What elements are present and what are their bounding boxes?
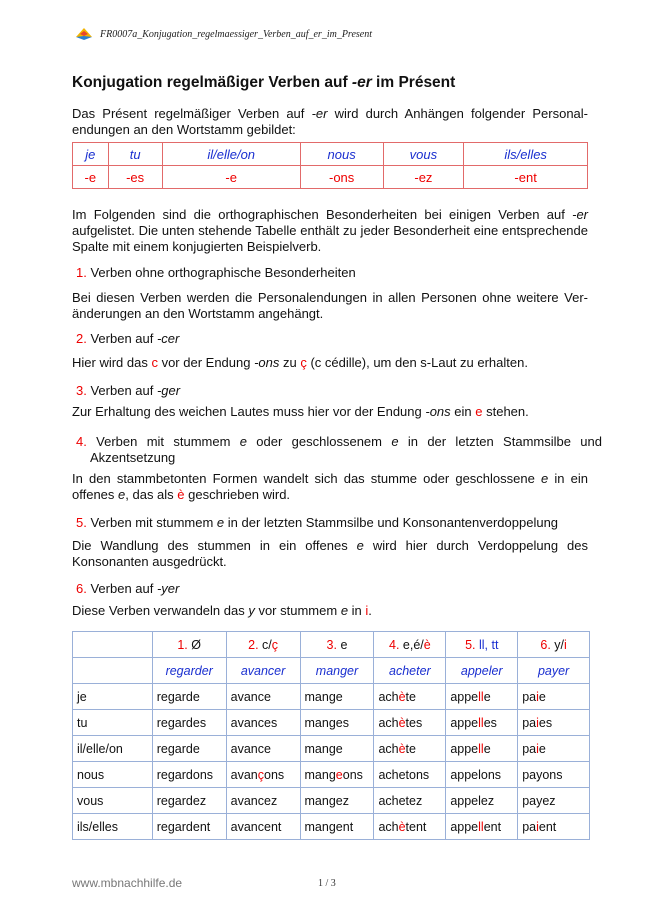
verb-form-part: e — [483, 741, 491, 756]
verb-form-part: mange — [304, 741, 343, 756]
category-cell — [300, 632, 374, 658]
verb-form-part: e — [538, 689, 546, 704]
verb-form-part: appe — [450, 689, 479, 704]
verb-form-part: appe — [450, 819, 479, 834]
verb-form-cell — [152, 814, 226, 840]
verb-form-cell — [374, 788, 446, 814]
verb-form-cell — [152, 762, 226, 788]
verb-form-part: è — [398, 689, 406, 704]
verb-form-part: appe — [450, 715, 479, 730]
pronoun-cell — [73, 684, 153, 710]
verb-form-part: ach — [378, 689, 399, 704]
verb-form-cell — [374, 684, 446, 710]
ending-cell — [73, 166, 109, 189]
ending-cell — [383, 166, 464, 189]
pronoun-row — [73, 143, 588, 166]
verb-form-cell — [300, 788, 374, 814]
pronoun-cell — [162, 143, 300, 166]
pronoun-cell — [73, 788, 153, 814]
ending: -e — [84, 169, 97, 185]
verb-form-cell — [446, 710, 518, 736]
verb-form-part: es — [483, 715, 497, 730]
verb-form-cell — [518, 736, 590, 762]
category-cell — [518, 632, 590, 658]
verb-form-part: payons — [522, 767, 563, 782]
section-heading-4: 4. Verben mit stummem e oder geschlossenem e in der letzten Stammsilbe und Akzentsetzung — [76, 434, 602, 465]
category-part: ç — [271, 637, 279, 652]
verb-form-part: tes — [405, 715, 423, 730]
pronoun-cell — [383, 143, 464, 166]
table-row — [73, 788, 590, 814]
pronoun: il/elle/on — [77, 741, 123, 756]
verb-form-part: mangez — [304, 793, 349, 808]
category-part: 2. — [248, 637, 259, 652]
verb-form-part: i — [536, 715, 539, 730]
verb-form-part: ent — [483, 819, 502, 834]
verb-form-part: regardez — [156, 793, 207, 808]
verb-form-cell — [300, 710, 374, 736]
verb-form-cell — [374, 710, 446, 736]
infinitive: appeler — [460, 663, 503, 678]
infinitive: acheter — [389, 663, 431, 678]
verb-form-cell — [226, 710, 300, 736]
pronoun-cell — [73, 762, 153, 788]
verb-form-part: regardes — [156, 715, 207, 730]
category-part: e — [336, 637, 348, 652]
infinitive: manger — [315, 663, 359, 678]
verb-form-cell — [446, 762, 518, 788]
verb-form-cell — [518, 710, 590, 736]
ending: -e — [225, 169, 237, 185]
ending-cell — [108, 166, 162, 189]
category-part: ll, tt — [475, 637, 499, 652]
verb-form-part: avance — [230, 689, 271, 704]
verb-form-part: pa — [522, 741, 537, 756]
verb-form-cell — [152, 710, 226, 736]
table-row — [73, 710, 590, 736]
verb-form-cell — [300, 684, 374, 710]
verb-form-part: achetons — [378, 767, 430, 782]
category-cell — [152, 632, 226, 658]
category-part: 6. — [540, 637, 551, 652]
pronoun-cell — [300, 143, 383, 166]
pronoun-cell — [73, 736, 153, 762]
footer-website: www.mbnachhilfe.de — [72, 876, 183, 890]
ending-cell — [300, 166, 383, 189]
verb-form-part: i — [536, 741, 539, 756]
verb-form-part: ons — [342, 767, 363, 782]
category-cell — [226, 632, 300, 658]
verb-form-part: tent — [405, 819, 427, 834]
ending: -ent — [514, 169, 537, 185]
verb-form-part: appelez — [450, 793, 495, 808]
ending: -ez — [414, 169, 433, 185]
verb-form-cell — [152, 736, 226, 762]
verb-form-part: ll — [478, 715, 484, 730]
verb-form-part: regardent — [156, 819, 211, 834]
infinitive-row — [73, 658, 590, 684]
infinitive-cell — [226, 658, 300, 684]
book-logo-icon — [76, 28, 92, 40]
category-cell — [446, 632, 518, 658]
infinitive-cell — [152, 658, 226, 684]
verb-form-part: appe — [450, 741, 479, 756]
verb-form-part: ach — [378, 819, 399, 834]
verb-form-part: te — [405, 689, 416, 704]
pronoun: je — [85, 146, 96, 162]
verb-form-part: regarde — [156, 741, 200, 756]
ending-cell — [464, 166, 588, 189]
verb-form-part: regardons — [156, 767, 214, 782]
verb-form-part: ent — [538, 819, 557, 834]
verb-form-part: è — [398, 819, 406, 834]
verb-form-part: mangent — [304, 819, 354, 834]
page-number: 1 / 3 — [318, 878, 336, 889]
infinitive-cell — [374, 658, 446, 684]
verb-form-cell — [152, 684, 226, 710]
verb-form-part: i — [536, 689, 539, 704]
verb-form-part: payez — [522, 793, 556, 808]
verb-form-part: pa — [522, 689, 537, 704]
section-heading-6: 6. Verben auf -yer — [76, 581, 180, 596]
verb-form-part: pa — [522, 715, 537, 730]
verb-form-cell — [374, 736, 446, 762]
table-row — [73, 684, 590, 710]
verb-form-cell — [518, 684, 590, 710]
infinitive: avancer — [240, 663, 286, 678]
ending: -es — [126, 169, 145, 185]
verb-form-cell — [300, 814, 374, 840]
verb-form-part: ons — [264, 767, 285, 782]
section-heading-2: 2. Verben auf -cer — [76, 331, 180, 346]
section-heading-1: 1. Verben ohne orthographische Besonderheiten — [76, 265, 356, 280]
verb-form-part: ll — [478, 689, 484, 704]
verb-form-part: pa — [522, 819, 537, 834]
verb-form-part: i — [536, 819, 539, 834]
pronoun: tu — [77, 715, 88, 730]
section-heading-5: 5. Verben mit stummem e in der letzten Stammsilbe und Konsonantenverdoppelung — [76, 515, 559, 530]
verb-form-part: avancez — [230, 793, 278, 808]
verb-form-part: appelons — [450, 767, 502, 782]
verb-form-part: manges — [304, 715, 349, 730]
verb-form-part: avances — [230, 715, 278, 730]
verb-form-cell — [226, 762, 300, 788]
table-row — [73, 736, 590, 762]
section-body-1: Bei diesen Verben werden die Personalendungen in allen Personen ohne weitere Ver-änderungen an den Wortstamm angehängt. — [72, 290, 588, 321]
verb-form-cell — [300, 736, 374, 762]
category-part: 1. — [177, 637, 188, 652]
verb-form-part: ach — [378, 715, 399, 730]
verb-form-cell — [518, 788, 590, 814]
category-part: 4. — [389, 637, 400, 652]
verb-form-part: e — [335, 767, 343, 782]
verb-form-part: avancent — [230, 819, 282, 834]
verb-form-cell — [446, 684, 518, 710]
pronoun: vous — [409, 146, 438, 162]
verb-form-part: ç — [257, 767, 264, 782]
verb-form-cell — [446, 788, 518, 814]
pronoun: il/elle/on — [207, 146, 256, 162]
ending-cell — [162, 166, 300, 189]
section-body-3: Zur Erhaltung des weichen Lautes muss hier vor der Endung -ons ein e stehen. — [72, 404, 529, 419]
pronoun-cell — [73, 143, 109, 166]
category-part: 3. — [326, 637, 337, 652]
category-header-row — [73, 632, 590, 658]
category-cell — [374, 632, 446, 658]
verb-form-cell — [226, 788, 300, 814]
verb-form-part: ll — [478, 819, 484, 834]
verb-form-cell — [518, 762, 590, 788]
pronoun: nous — [77, 767, 105, 782]
verb-form-part: è — [398, 741, 406, 756]
category-part: i — [564, 637, 567, 652]
verb-form-part: regarde — [156, 689, 200, 704]
verb-form-part: e — [483, 689, 491, 704]
category-part: c/ — [258, 637, 272, 652]
document-filename: FR0007a_Konjugation_regelmaessiger_Verben_auf_er_im_Present — [100, 28, 373, 40]
explanation-paragraph: Im Folgenden sind die orthographischen Besonderheiten bei einigen Verben auf -er aufgelistet. Die unten stehende Tabelle enthält zu jeder Besonderheit eine entsprechende Spalte mit einem konjugierten Beispielverb. — [72, 207, 588, 254]
pronoun: ils/elles — [77, 819, 118, 834]
pronoun: nous — [327, 146, 356, 162]
infinitive-cell — [446, 658, 518, 684]
infinitive: payer — [537, 663, 570, 678]
verb-form-part: è — [398, 715, 406, 730]
verb-form-cell — [226, 736, 300, 762]
section-heading-3: 3. Verben auf -ger — [76, 383, 181, 398]
category-part: y/ — [550, 637, 565, 652]
section-body-5: Die Wandlung des stummen in ein offenes e wird hier durch Verdoppelung des Konsonanten ausgedrückt. — [72, 538, 589, 569]
verb-form-part: ll — [478, 741, 484, 756]
verb-form-cell — [152, 788, 226, 814]
category-part: Ø — [187, 637, 201, 652]
ending-row — [73, 166, 588, 189]
corner-cell — [73, 632, 153, 658]
pronoun: ils/elles — [504, 146, 547, 162]
document-header — [76, 28, 372, 40]
verb-form-cell — [446, 814, 518, 840]
infinitive: regarder — [165, 663, 213, 678]
intro-paragraph: Das Présent regelmäßiger Verben auf -er wird durch Anhängen folgender Personal-endungen an den Wortstamm gebildet: — [72, 106, 588, 137]
pronoun: vous — [77, 793, 104, 808]
pronoun: je — [77, 689, 87, 704]
table-row — [73, 762, 590, 788]
verb-form-cell — [226, 814, 300, 840]
conjugation-table — [72, 631, 590, 840]
verb-form-part: mange — [304, 689, 343, 704]
verb-form-cell — [374, 814, 446, 840]
pronoun-cell — [108, 143, 162, 166]
endings-table — [72, 142, 588, 189]
verb-form-part: e — [538, 741, 546, 756]
category-part: è — [423, 637, 431, 652]
verb-form-cell — [374, 762, 446, 788]
verb-form-part: ach — [378, 741, 399, 756]
pronoun: tu — [129, 146, 141, 162]
verb-form-part: avance — [230, 741, 271, 756]
infinitive-cell — [518, 658, 590, 684]
section-body-6: Diese Verben verwandeln das y vor stummem e in i. — [72, 603, 372, 618]
verb-form-part: mang — [304, 767, 336, 782]
pronoun-cell — [73, 814, 153, 840]
category-part: e,é/ — [399, 637, 424, 652]
section-body-4: In den stammbetonten Formen wandelt sich das stumme oder geschlossene e in ein offenes e, das als è geschrieben wird. — [72, 471, 588, 502]
verb-form-part: avan — [230, 767, 258, 782]
verb-form-cell — [518, 814, 590, 840]
category-part: 5. — [465, 637, 476, 652]
table-row — [73, 814, 590, 840]
ending: -ons — [329, 169, 355, 185]
pronoun-cell — [464, 143, 588, 166]
verb-form-part: te — [405, 741, 416, 756]
page-title: Konjugation regelmäßiger Verben auf -er im Présent — [72, 74, 456, 91]
corner-cell — [73, 658, 153, 684]
pronoun-cell — [73, 710, 153, 736]
verb-form-part: achetez — [378, 793, 423, 808]
infinitive-cell — [300, 658, 374, 684]
verb-form-cell — [446, 736, 518, 762]
section-body-2: Hier wird das c vor der Endung -ons zu ç (c cédille), um den s-Laut zu erhalten. — [72, 355, 528, 370]
verb-form-cell — [300, 762, 374, 788]
verb-form-part: es — [538, 715, 553, 730]
verb-form-cell — [226, 684, 300, 710]
